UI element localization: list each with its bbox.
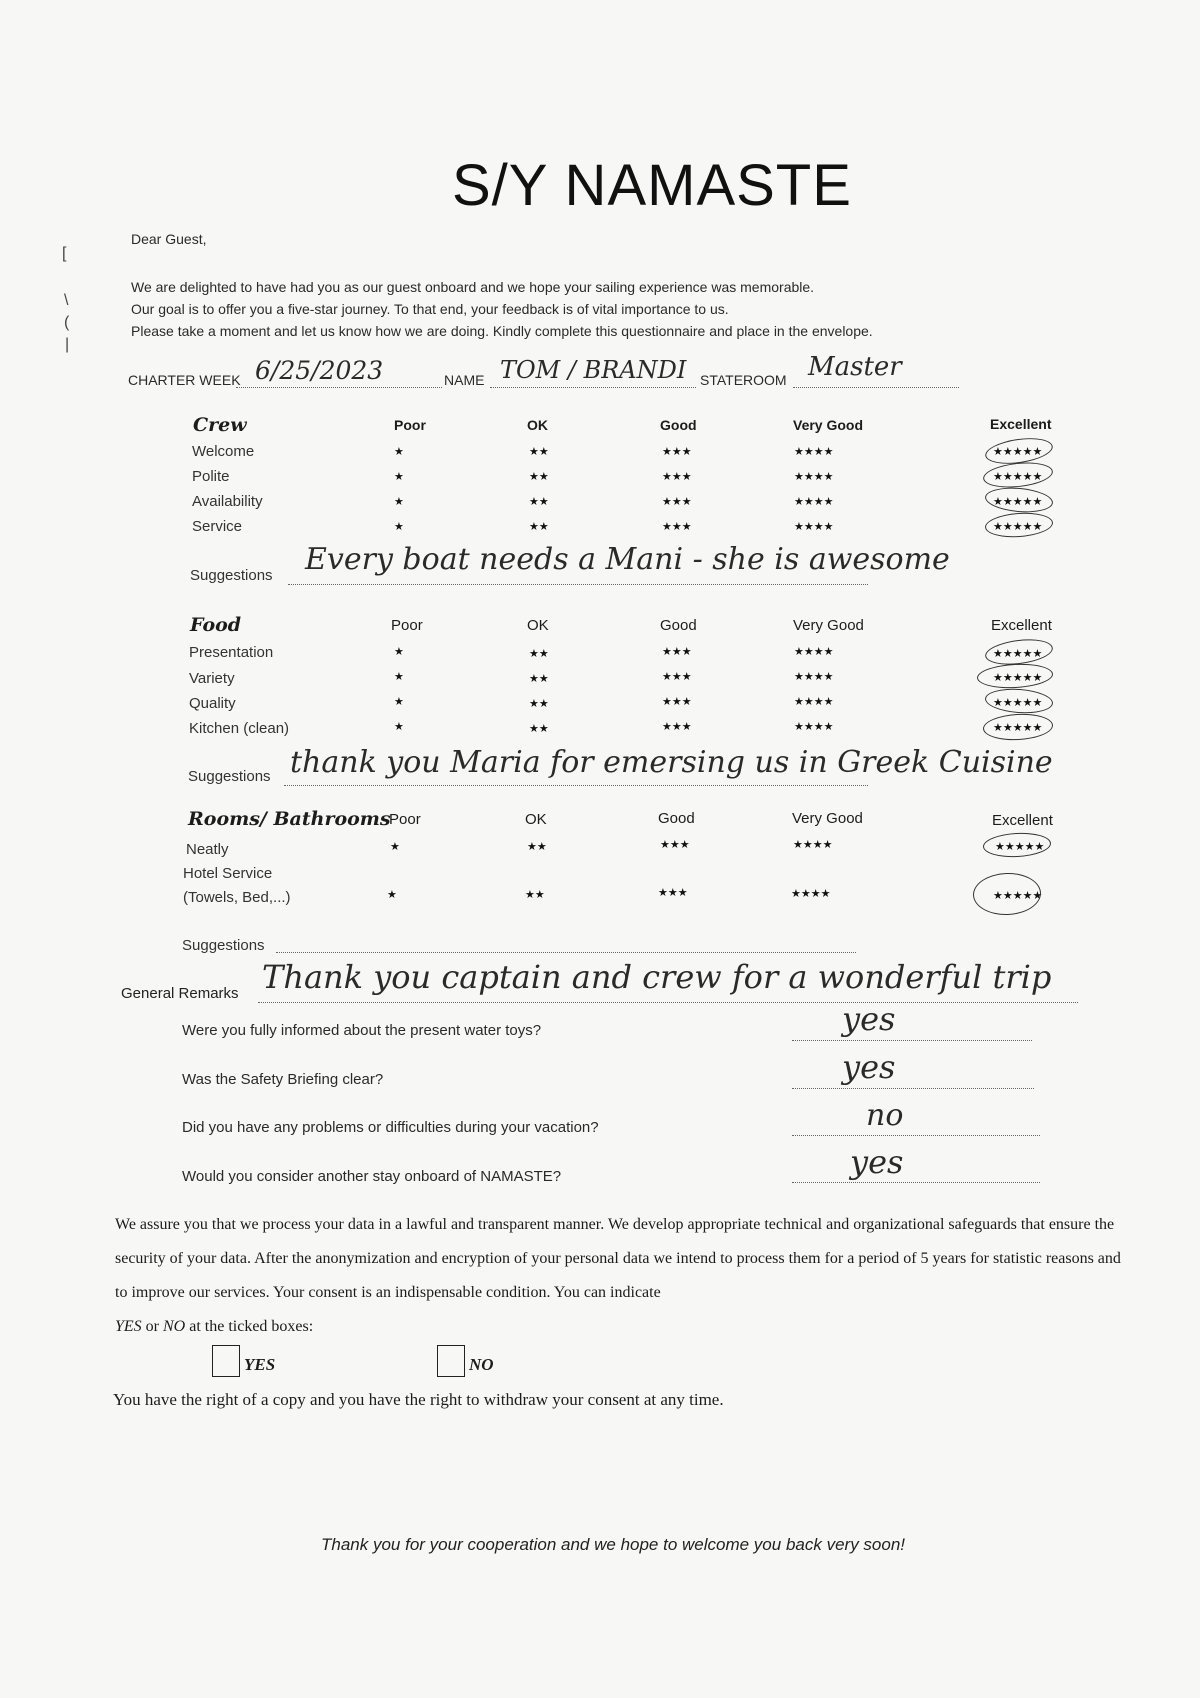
rating-poor[interactable]: ★ [394, 446, 404, 458]
col-header-very-good: Very Good [793, 617, 864, 634]
col-header-poor: Poor [394, 417, 426, 433]
side-mark: \ [64, 292, 69, 309]
rating-very-good[interactable]: ★★★★ [794, 721, 834, 733]
rating-good[interactable]: ★★★ [662, 471, 692, 483]
rating-very-good[interactable]: ★★★★ [794, 471, 834, 483]
col-header-excellent: Excellent [990, 416, 1052, 432]
row-label-presentation: Presentation [189, 644, 274, 661]
rating-excellent[interactable]: ★★★★★ [995, 841, 1045, 853]
rating-good[interactable]: ★★★ [662, 446, 692, 458]
rating-ok[interactable]: ★★ [529, 471, 549, 483]
rating-poor[interactable]: ★ [394, 471, 404, 483]
stateroom-field[interactable]: Master [808, 352, 902, 382]
selected-circle [982, 712, 1053, 742]
rating-good[interactable]: ★★★ [662, 496, 692, 508]
rating-excellent[interactable]: ★★★★★ [993, 471, 1043, 483]
row-label-welcome: Welcome [192, 443, 255, 460]
rating-very-good[interactable]: ★★★★ [794, 646, 834, 658]
rating-poor[interactable]: ★ [394, 696, 404, 708]
intro-line: Please take a moment and let us know how we are doing. Kindly complete this questionnaire and place in the envelope. [131, 323, 873, 339]
rating-excellent[interactable]: ★★★★★ [993, 672, 1043, 684]
rating-very-good[interactable]: ★★★★ [794, 671, 834, 683]
side-mark: ( [64, 314, 70, 331]
col-header-excellent: Excellent [992, 812, 1053, 829]
selected-circle [982, 831, 1051, 859]
rating-ok[interactable]: ★★ [527, 841, 547, 853]
rating-excellent[interactable]: ★★★★★ [993, 521, 1043, 533]
rating-excellent[interactable]: ★★★★★ [993, 648, 1043, 660]
answer-water-toys[interactable]: yes [842, 1000, 896, 1038]
greeting: Dear Guest, [131, 231, 207, 247]
rating-good[interactable]: ★★★ [662, 646, 692, 658]
side-mark: | [65, 336, 70, 353]
consent-no-label: NO [469, 1355, 494, 1374]
rating-good[interactable]: ★★★ [662, 671, 692, 683]
crew-suggestions-field[interactable]: Every boat needs a Mani - she is awesome [305, 542, 950, 577]
rating-good[interactable]: ★★★ [658, 887, 688, 899]
name-line [490, 387, 696, 388]
row-label-neatly: Neatly [186, 841, 229, 858]
rating-very-good[interactable]: ★★★★ [791, 888, 831, 900]
stateroom-line [793, 387, 959, 388]
col-header-ok: OK [527, 417, 548, 433]
answer-problems[interactable]: no [866, 1098, 904, 1133]
consent-yes-checkbox[interactable] [212, 1345, 240, 1377]
rating-poor[interactable]: ★ [394, 521, 404, 533]
answer-line [792, 1088, 1034, 1089]
rating-ok[interactable]: ★★ [529, 698, 549, 710]
charter-week-field[interactable]: 6/25/2023 [255, 356, 384, 385]
charter-week-line [236, 387, 442, 388]
section-title-food: Food [190, 614, 242, 636]
selected-circle [976, 662, 1053, 690]
rating-good[interactable]: ★★★ [662, 696, 692, 708]
rating-ok[interactable]: ★★ [529, 521, 549, 533]
rating-good[interactable]: ★★★ [660, 839, 690, 851]
rating-poor[interactable]: ★ [394, 646, 404, 658]
col-header-excellent: Excellent [991, 617, 1052, 634]
row-label-availability: Availability [192, 493, 263, 510]
col-header-good: Good [658, 810, 695, 827]
rating-very-good[interactable]: ★★★★ [794, 446, 834, 458]
suggestions-label: Suggestions [188, 768, 271, 785]
rating-ok[interactable]: ★★ [529, 673, 549, 685]
rating-ok[interactable]: ★★ [529, 496, 549, 508]
intro-line: We are delighted to have had you as our guest onboard and we hope your sailing experience was memorable. [131, 279, 815, 295]
rating-good[interactable]: ★★★ [662, 521, 692, 533]
consent-tail: at the ticked boxes: [185, 1318, 314, 1335]
row-label-variety: Variety [189, 670, 235, 687]
rating-poor[interactable]: ★ [394, 721, 404, 733]
col-header-ok: OK [527, 617, 549, 634]
consent-yes-label: YES [244, 1355, 276, 1374]
row-label-service: Service [192, 518, 243, 535]
row-label-quality: Quality [189, 695, 236, 712]
consent-yes-word: YES [115, 1318, 142, 1335]
selected-circle [984, 485, 1054, 515]
row-label-polite: Polite [192, 468, 230, 485]
name-field[interactable]: TOM / BRANDI [500, 356, 687, 384]
question-water-toys: Were you fully informed about the present water toys? [182, 1022, 542, 1039]
section-title-crew: Crew [193, 414, 247, 436]
col-header-ok: OK [525, 811, 547, 828]
suggestions-line [284, 785, 868, 786]
suggestions-line [276, 952, 856, 953]
rating-very-good[interactable]: ★★★★ [793, 839, 833, 851]
suggestions-label: Suggestions [182, 937, 265, 954]
side-mark: [ [62, 245, 67, 262]
consent-no-word: NO [163, 1318, 186, 1335]
row-label-kitchen: Kitchen (clean) [189, 720, 290, 737]
food-suggestions-field[interactable]: thank you Maria for emersing us in Greek Cuisine [290, 745, 1053, 780]
selected-circle [972, 872, 1041, 916]
rating-poor[interactable]: ★ [394, 496, 404, 508]
intro-line: Our goal is to offer you a five-star journey. To that end, your feedback is of vital importance to us. [131, 301, 729, 317]
question-safety-briefing: Was the Safety Briefing clear? [182, 1071, 384, 1088]
col-header-good: Good [660, 417, 697, 433]
rating-ok[interactable]: ★★ [529, 723, 549, 735]
rating-very-good[interactable]: ★★★★ [794, 496, 834, 508]
footer-thank-you: Thank you for your cooperation and we hope to welcome you back very soon! [321, 1535, 906, 1554]
withdraw-consent-text: You have the right of a copy and you have the right to withdraw your consent at any time. [113, 1390, 724, 1409]
row-label-towels-bed: (Towels, Bed,...) [183, 889, 291, 906]
answer-line [792, 1040, 1032, 1041]
rating-excellent[interactable]: ★★★★★ [993, 446, 1043, 458]
answer-line [792, 1135, 1040, 1136]
suggestions-label: Suggestions [190, 567, 273, 584]
col-header-poor: Poor [391, 617, 423, 634]
col-header-poor: Poor [389, 811, 421, 828]
general-remarks-field[interactable]: Thank you captain and crew for a wonderful trip [262, 958, 1052, 996]
rating-ok[interactable]: ★★ [529, 446, 549, 458]
answer-another-stay[interactable]: yes [850, 1143, 904, 1181]
name-label: NAME [444, 372, 485, 388]
suggestions-line [288, 584, 868, 585]
rating-very-good[interactable]: ★★★★ [794, 696, 834, 708]
rating-ok[interactable]: ★★ [525, 889, 545, 901]
rating-ok[interactable]: ★★ [529, 648, 549, 660]
selected-circle [982, 459, 1054, 490]
selected-circle [984, 511, 1054, 540]
consent-text [115, 1208, 1130, 1344]
consent-paragraph: We assure you that we process your data in a lawful and transparent manner. We develop appropriate technical and organizational safeguards that ensure the security of your data. After the anonymization and encryption of your personal data we intend to process them for a period of 5 years for statistic reasons and to improve our services. Your consent is an indispensable condition. You can indicate [115, 1216, 1121, 1301]
col-header-very-good: Very Good [792, 810, 863, 827]
rating-very-good[interactable]: ★★★★ [794, 521, 834, 533]
rating-poor[interactable]: ★ [390, 841, 400, 853]
question-another-stay: Would you consider another stay onboard of NAMASTE? [182, 1168, 562, 1185]
rating-excellent[interactable]: ★★★★★ [993, 697, 1043, 709]
rating-poor[interactable]: ★ [394, 671, 404, 683]
answer-line [792, 1182, 1040, 1183]
col-header-good: Good [660, 617, 697, 634]
general-remarks-line [258, 1002, 1078, 1003]
stateroom-label: STATEROOM [700, 372, 787, 388]
question-problems: Did you have any problems or difficulties during your vacation? [182, 1119, 599, 1136]
consent-or: or [141, 1318, 163, 1335]
section-title-rooms: Rooms/ Bathrooms [188, 808, 391, 830]
rating-poor[interactable]: ★ [387, 889, 397, 901]
row-label-hotel-service: Hotel Service [183, 865, 273, 882]
rating-excellent[interactable]: ★★★★★ [993, 722, 1043, 734]
page-title: S/Y NAMASTE [452, 153, 852, 218]
selected-circle [984, 687, 1054, 716]
rating-good[interactable]: ★★★ [662, 721, 692, 733]
col-header-very-good: Very Good [793, 417, 864, 433]
consent-no-checkbox[interactable] [437, 1345, 465, 1377]
rating-excellent[interactable]: ★★★★★ [993, 890, 1043, 902]
general-remarks-label: General Remarks [121, 985, 239, 1002]
answer-safety-briefing[interactable]: yes [842, 1048, 896, 1086]
charter-week-label: CHARTER WEEK [128, 372, 241, 388]
rating-excellent[interactable]: ★★★★★ [993, 496, 1043, 508]
